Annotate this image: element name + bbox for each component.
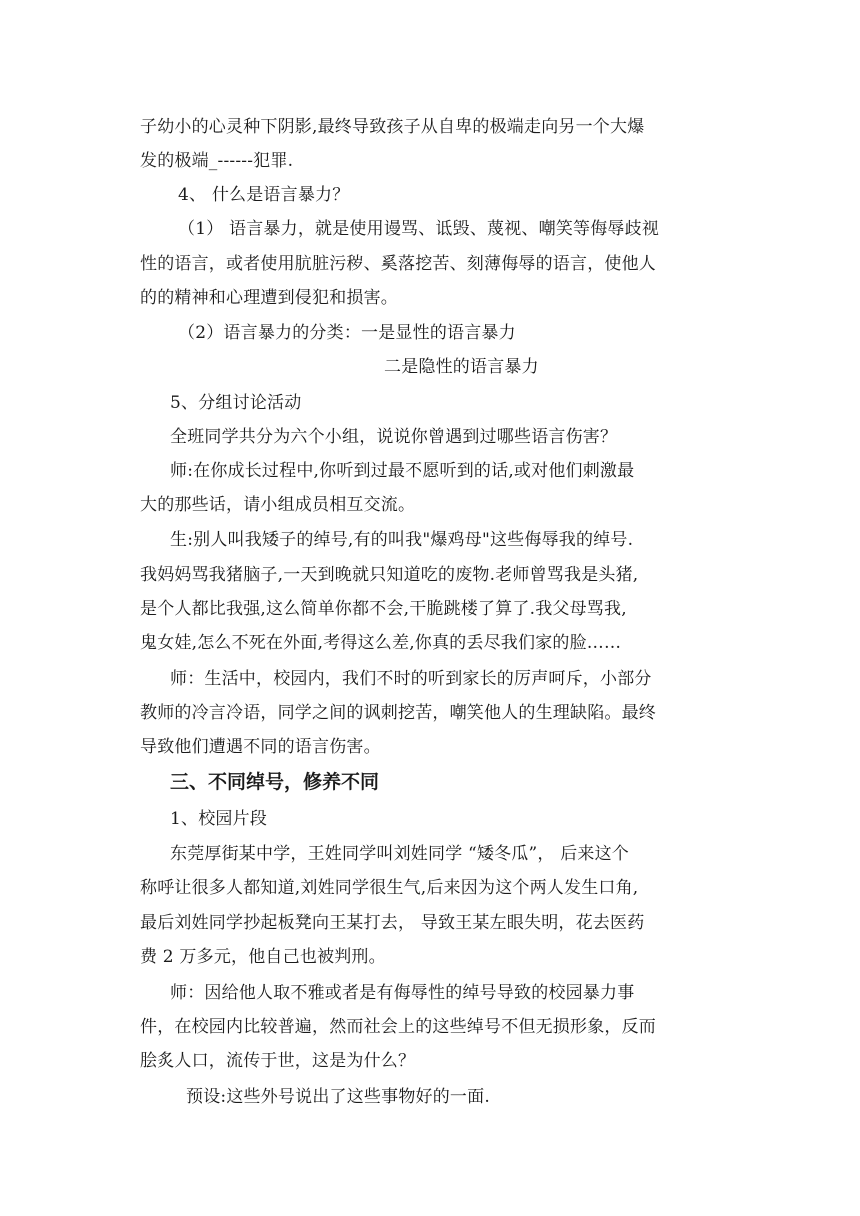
text-line: 费 2 万多元，他自己也被判刑。 <box>140 947 386 967</box>
text-line: 二是隐性的语言暴力 <box>384 357 539 377</box>
section-title-4: 4、 什么是语言暴力？ <box>178 185 350 205</box>
text-line: 鬼女娃,怎么不死在外面,考得这么差,你真的丢尽我们家的脸…… <box>140 633 622 653</box>
text-line: 发的极端_------犯罪. <box>140 151 294 171</box>
text-line: 导致他们遭遇不同的语言伤害。 <box>140 737 381 757</box>
text-line: 1、校园片段 <box>170 809 268 829</box>
text-line: 是个人都比我强,这么简单你都不会,干脆跳楼了算了.我父母骂我, <box>140 599 627 619</box>
text-line: 脍炙人口，流传于世，这是为什么？ <box>140 1051 416 1071</box>
text-line: 教师的冷言冷语，同学之间的讽刺挖苦，嘲笑他人的生理缺陷。最终 <box>140 703 656 723</box>
section-heading: 三、不同绰号，修养不同 <box>170 771 380 793</box>
text-line: （2）语言暴力的分类：一是显性的语言暴力 <box>178 323 516 343</box>
text-line: 师：生活中，校园内，我们不时的听到家长的厉声呵斥，小部分 <box>170 669 652 689</box>
text-line: 师:在你成长过程中,你听到过最不愿听到的话,或对他们刺激最 <box>170 461 635 481</box>
section-title-5: 5、分组讨论活动 <box>170 393 302 413</box>
text-line: 生:别人叫我矮子的绰号,有的叫我"爆鸡母"这些侮辱我的绰号. <box>170 530 634 550</box>
text-line: （1） 语言暴力，就是使用谩骂、诋毁、蔑视、嘲笑等侮辱歧视 <box>178 219 660 239</box>
text-line: 师：因给他人取不雅或者是有侮辱性的绰号导致的校园暴力事 <box>170 983 635 1003</box>
text-line: 称呼让很多人都知道,刘姓同学很生气,后来因为这个两人发生口角, <box>140 878 639 898</box>
text-line: 件，在校园内比较普遍，然而社会上的这些绰号不但无损形象，反而 <box>140 1017 656 1037</box>
text-line: 性的语言，或者使用肮脏污秽、奚落挖苦、刻薄侮辱的语言，使他人 <box>140 254 656 274</box>
text-line: 我妈妈骂我猪脑子,一天到晚就只知道吃的废物.老师曾骂我是头猪, <box>140 565 639 585</box>
text-line: 的的精神和心理遭到侵犯和损害。 <box>140 288 398 308</box>
text-line: 预设:这些外号说出了这些事物好的一面. <box>186 1087 490 1107</box>
text-line: 子幼小的心灵种下阴影,最终导致孩子从自卑的极端走向另一个大爆 <box>140 117 645 137</box>
text-line: 东莞厚街某中学，王姓同学叫刘姓同学 “矮冬瓜”， 后来这个 <box>170 844 629 864</box>
text-line: 全班同学共分为六个小组，说说你曾遇到过哪些语言伤害？ <box>170 427 618 447</box>
text-line: 最后刘姓同学抄起板凳向王某打去， 导致王某左眼失明，花去医药 <box>140 913 645 933</box>
text-line: 大的那些话，请小组成员相互交流。 <box>140 495 416 515</box>
